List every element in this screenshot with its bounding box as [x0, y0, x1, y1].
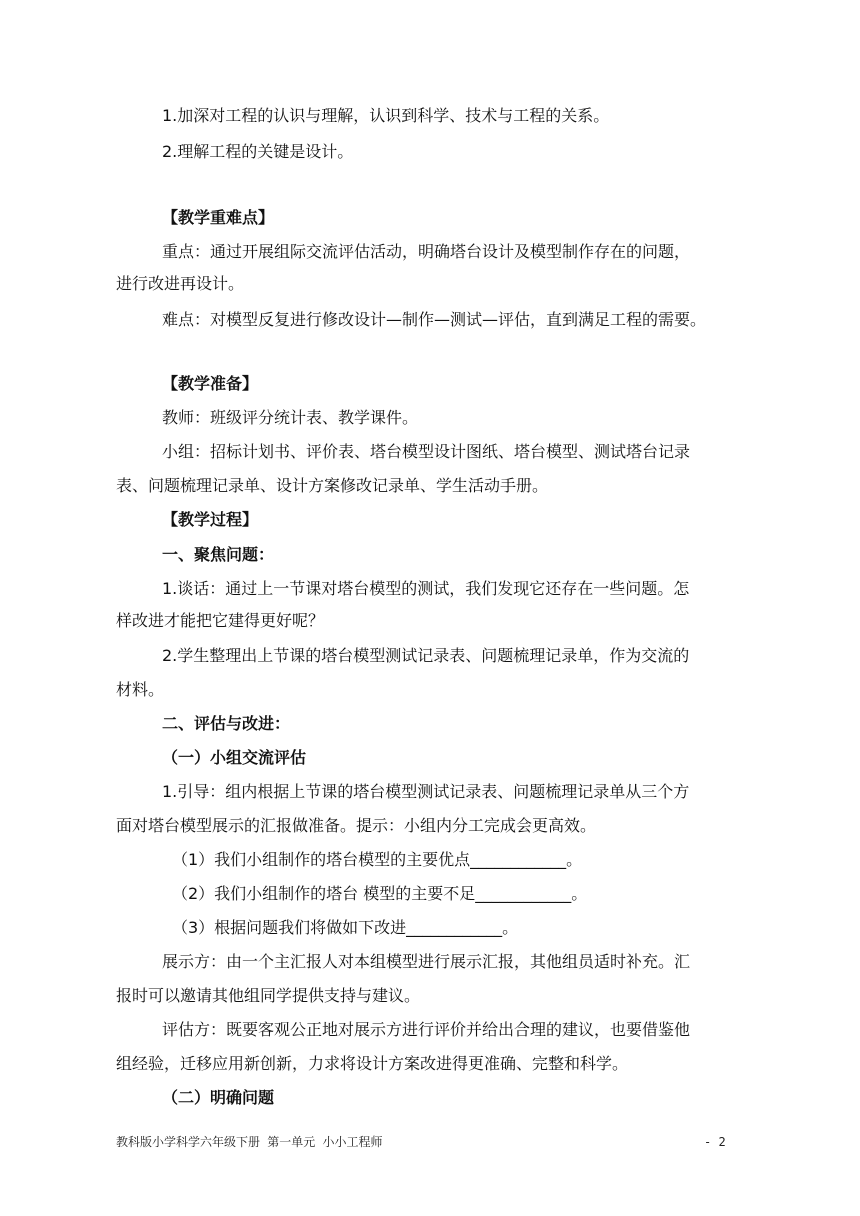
presenter-line-2: 报时可以邀请其他组同学提供支持与建议。 — [116, 986, 421, 1005]
guide-line-1: 1.引导：组内根据上节课的塔台模型测试记录表、问题梳理记录单从三个方 — [162, 782, 690, 801]
section-1-title: 一、聚焦问题： — [162, 545, 275, 564]
subsection-2-title: （二）明确问题 — [162, 1088, 275, 1107]
group-prep-line-1: 小组：招标计划书、评价表、塔台模型设计图纸、塔台模型、测试塔台记录 — [162, 442, 691, 461]
talk-line-1: 1.谈话：通过上一节课对塔台模型的测试，我们发现它还存在一些问题。怎 — [162, 579, 690, 598]
group-prep-line-2: 表、问题梳理记录单、设计方案修改记录单、学生活动手册。 — [116, 476, 549, 495]
fill-item-3: （3）根据问题我们将做如下改进____________。 — [172, 918, 519, 937]
preparation-heading: 【教学准备】 — [162, 374, 259, 393]
organize-line-2: 材料。 — [116, 680, 165, 699]
guide-line-2: 面对塔台模型展示的汇报做准备。提示：小组内分工完成会更高效。 — [116, 816, 597, 835]
objective-2: 2.理解工程的关键是设计。 — [162, 142, 354, 161]
focus-text-line-2: 进行改进再设计。 — [116, 274, 245, 293]
process-heading: 【教学过程】 — [162, 510, 259, 529]
organize-line-1: 2.学生整理出上节课的塔台模型测试记录表、问题梳理记录单，作为交流的 — [162, 646, 690, 665]
fill-item-1: （1）我们小组制作的塔台模型的主要优点____________。 — [172, 850, 583, 869]
key-points-heading: 【教学重难点】 — [162, 208, 275, 227]
footer-book-title: 教科版小学科学六年级下册 第一单元 小小工程师 — [116, 1135, 383, 1149]
subsection-1-title: （一）小组交流评估 — [162, 748, 307, 767]
page-number: - 2 — [704, 1135, 726, 1149]
section-2-title: 二、评估与改进： — [162, 714, 291, 733]
evaluator-line-2: 组经验，迁移应用新创新，力求将设计方案改进得更准确、完整和科学。 — [116, 1054, 629, 1073]
talk-line-2: 样改进才能把它建得更好呢？ — [116, 611, 325, 630]
objective-1: 1.加深对工程的认识与理解，认识到科学、技术与工程的关系。 — [162, 106, 610, 125]
fill-item-2: （2）我们小组制作的塔台 模型的主要不足____________。 — [172, 884, 588, 903]
evaluator-line-1: 评估方：既要客观公正地对展示方进行评价并给出合理的建议，也要借鉴他 — [162, 1020, 691, 1039]
teacher-prep: 教师：班级评分统计表、教学课件。 — [162, 408, 419, 427]
difficulty-text: 难点：对模型反复进行修改设计—制作—测试—评估，直到满足工程的需要。 — [162, 310, 707, 329]
focus-text-line-1: 重点：通过开展组际交流评估活动，明确塔台设计及模型制作存在的问题， — [162, 242, 691, 261]
presenter-line-1: 展示方：由一个主汇报人对本组模型进行展示汇报，其他组员适时补充。汇 — [162, 952, 691, 971]
